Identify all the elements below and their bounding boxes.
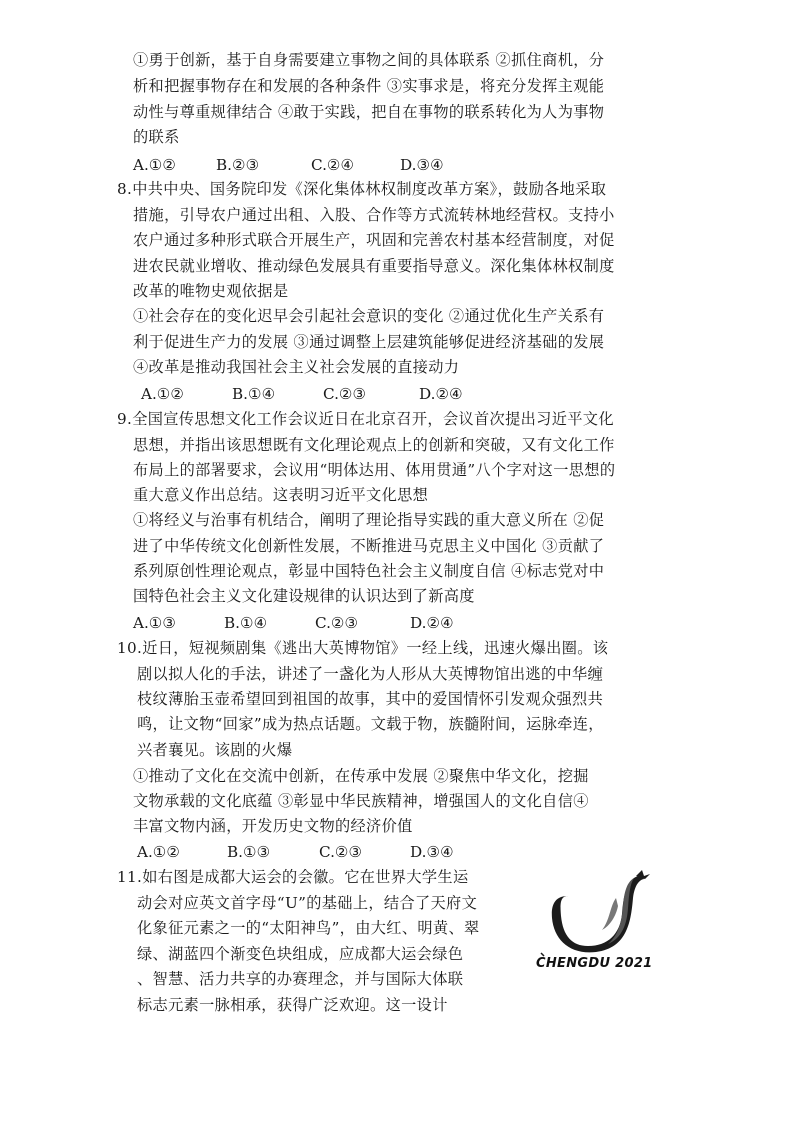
q10-choice-line: 丰富文物内涵，开发历史文物的经济价值 bbox=[133, 817, 413, 835]
q8-option-a: A.①② bbox=[141, 385, 185, 403]
q9-choice-line: ①将经义与治事有机结合，阐明了理论指导实践的重大意义所在 ②促 bbox=[133, 511, 605, 529]
q7-choice-line: 的联系 bbox=[133, 128, 180, 146]
q7-choice-line: ①勇于创新，基于自身需要建立事物之间的具体联系 ②抓住商机，分 bbox=[133, 51, 605, 69]
q10-option-a: A.①② bbox=[137, 843, 181, 861]
q9-stem-line: 布局上的部署要求，会议用“明体达用、体用贯通”八个字对这一思想的 bbox=[133, 461, 616, 479]
q10-choice-line: ①推动了文化在交流中创新，在传承中发展 ②聚焦中华文化，挖掘 bbox=[133, 767, 589, 785]
q9-option-a: A.①③ bbox=[133, 614, 177, 632]
q8-choice-line: ④改革是推动我国社会主义社会发展的直接动力 bbox=[133, 358, 460, 376]
q10-stem-line: 鸣，让文物“回家”成为热点话题。文载于物，族髓附间，运脉牵连， bbox=[137, 715, 604, 733]
q8-option-b: B.①④ bbox=[232, 385, 276, 403]
q7-option-d: D.③④ bbox=[400, 156, 444, 174]
q10-stem-line: 兴者襄见。该剧的火爆 bbox=[137, 741, 293, 759]
q9-stem-line: 思想，并指出该思想既有文化理论观点上的创新和突破，又有文化工作 bbox=[133, 436, 615, 454]
q10-stem-line: 10.近日，短视频剧集《逃出大英博物馆》一经上线，迅速火爆出圈。该 bbox=[117, 639, 609, 657]
q9-stem-line: 9.全国宣传思想文化工作会议近日在北京召开，会议首次提出习近平文化 bbox=[117, 410, 614, 428]
q8-stem-line: 农户通过多种形式联合开展生产，巩固和完善农村基本经营制度，对促 bbox=[133, 231, 615, 249]
q10-option-b: B.①③ bbox=[227, 843, 271, 861]
q10-stem-line: 剧以拟人化的手法，讲述了一盏化为人形从大英博物馆出逃的中华缠 bbox=[137, 665, 604, 683]
q8-choice-line: 利于促进生产力的发展 ③通过调整上层建筑能够促进经济基础的发展 bbox=[133, 333, 605, 351]
chengdu-universiade-emblem bbox=[530, 868, 660, 978]
q8-stem-line: 改革的唯物史观依据是 bbox=[133, 282, 289, 300]
q9-choice-line: 进了中华传统文化创新性发展，不断推进马克思主义中国化 ③贡献了 bbox=[133, 537, 605, 555]
q7-option-c: C.②④ bbox=[311, 156, 355, 174]
q8-stem-line: 措施，引导农户通过出租、入股、合作等方式流转林地经营权。支持小 bbox=[133, 206, 615, 224]
q8-stem-line: 进农民就业增收、推动绿色发展具有重要指导意义。深化集体林权制度 bbox=[133, 257, 615, 275]
q11-stem-line: 标志元素一脉相承，获得广泛欢迎。这一设计 bbox=[137, 996, 448, 1014]
q10-stem-line: 枝纹薄胎玉壶希望回到祖国的故事，其中的爱国情怀引发观众强烈共 bbox=[137, 690, 604, 708]
q9-choice-line: 国特色社会主义文化建设规律的认识达到了新高度 bbox=[133, 587, 475, 605]
q11-stem-line: 、智慧、活力共享的办赛理念，并与国际大体联 bbox=[137, 970, 464, 988]
q7-option-a: A.①② bbox=[133, 156, 177, 174]
emblem-caption: CHENGDU 2021 bbox=[536, 956, 653, 971]
q9-choice-line: 系列原创性理论观点，彰显中国特色社会主义制度自信 ④标志党对中 bbox=[133, 562, 605, 580]
q10-option-d: D.③④ bbox=[410, 843, 454, 861]
q10-choice-line: 文物承载的文化底蕴 ③彰显中华民族精神，增强国人的文化自信④ bbox=[133, 792, 589, 810]
q9-option-b: B.①④ bbox=[224, 614, 268, 632]
q7-choice-line: 动性与尊重规律结合 ④敢于实践，把自在事物的联系转化为人为事物 bbox=[133, 103, 605, 121]
q11-stem-line: 11.如右图是成都大运会的会徽。它在世界大学生运 bbox=[117, 868, 469, 886]
q9-option-d: D.②④ bbox=[410, 614, 454, 632]
q8-option-d: D.②④ bbox=[419, 385, 463, 403]
q7-option-b: B.②③ bbox=[216, 156, 260, 174]
q8-option-c: C.②③ bbox=[323, 385, 367, 403]
q10-option-c: C.②③ bbox=[319, 843, 363, 861]
q9-option-c: C.②③ bbox=[315, 614, 359, 632]
q11-stem-line: 化象征元素之一的“太阳神鸟”，由大红、明黄、翠 bbox=[137, 919, 480, 937]
q11-stem-line: 动会对应英文首字母“U”的基础上，结合了天府文 bbox=[137, 894, 478, 912]
q11-stem-line: 绿、湖蓝四个渐变色块组成，应成都大运会绿色 bbox=[137, 945, 464, 963]
q8-choice-line: ①社会存在的变化迟早会引起社会意识的变化 ②通过优化生产关系有 bbox=[133, 307, 605, 325]
q8-stem-line: 8.中共中央、国务院印发《深化集体林权制度改革方案》，鼓励各地采取 bbox=[117, 180, 607, 198]
q9-stem-line: 重大意义作出总结。这表明习近平文化思想 bbox=[133, 486, 429, 504]
q7-choice-line: 析和把握事物存在和发展的各种条件 ③实事求是，将充分发挥主观能 bbox=[133, 77, 605, 95]
